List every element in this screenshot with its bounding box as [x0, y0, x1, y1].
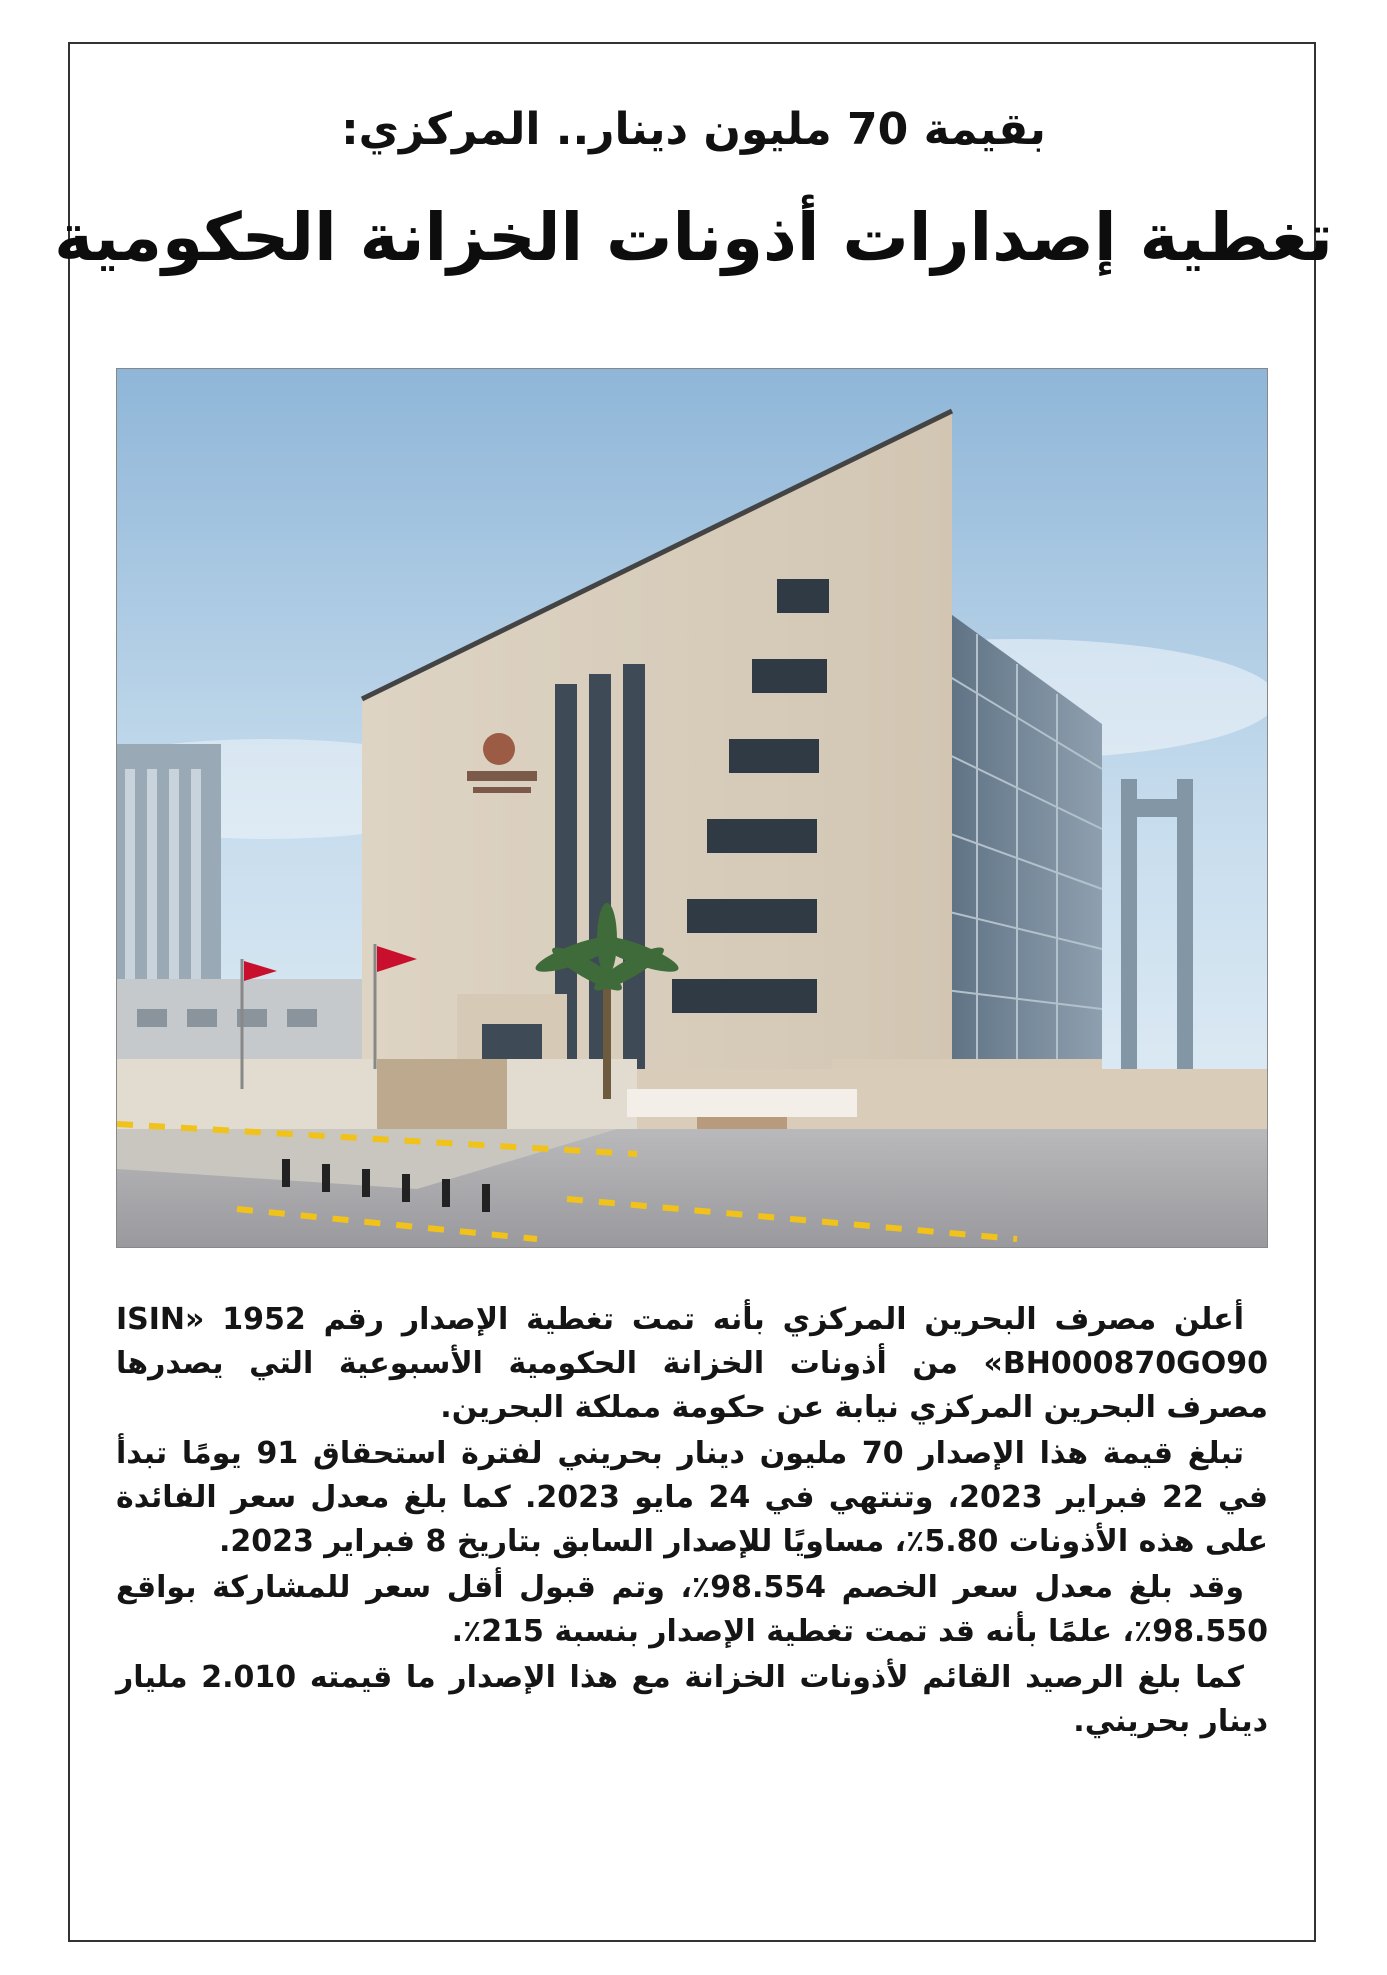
article-paragraph: وقد بلغ معدل سعر الخصم 98.554٪، وتم قبول أقل سعر للمشاركة بواقع 98.550٪، علمًا بأنه قد تمت تغطية الإصدار بنسبة 215٪. [116, 1570, 1268, 1649]
article-body [116, 1298, 1268, 1746]
article-paragraph: تبلغ قيمة هذا الإصدار 70 مليون دينار بحريني لفترة استحقاق 91 يومًا تبدأ في 22 فبراير 2023، وتنتهي في 24 مايو 2023. كما بلغ معدل سعر الفائدة على هذه الأذونات 5.80٪، مساويًا للإصدار السابق بتاريخ 8 فبراير 2023. [116, 1436, 1269, 1559]
kicker: بقيمة 70 مليون دينار.. المركزي: [341, 104, 1046, 155]
article-paragraph: كما بلغ الرصيد القائم لأذونات الخزانة مع هذا الإصدار ما قيمته 2.010 مليار دينار بحريني. [116, 1660, 1268, 1739]
article-paragraph: أعلن مصرف البحرين المركزي بأنه تمت تغطية الإصدار رقم 1952 «ISIN BH000870GO90» من أذونات الخزانة الحكومية الأسبوعية التي يصدرها مصرف البحرين المركزي نيابة عن حكومة مملكة البحرين. [116, 1302, 1268, 1425]
headline: تغطية إصدارات أذونات الخزانة الحكومية [54, 199, 1333, 276]
central-bank-building-photo [116, 368, 1268, 1248]
